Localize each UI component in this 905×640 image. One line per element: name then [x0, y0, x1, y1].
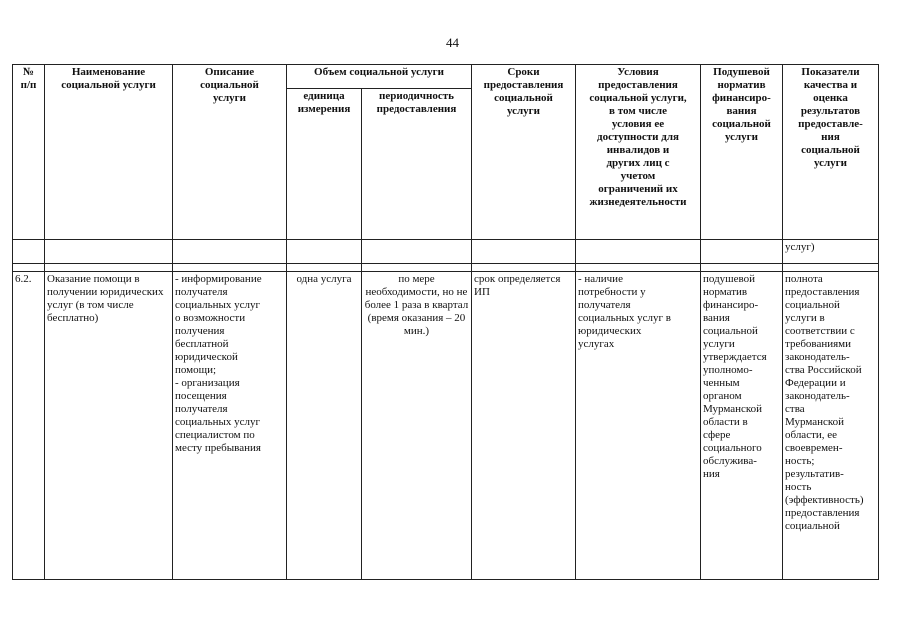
- header-conditions: Условия предоставления социальной услуги, в том числе условия ее доступности для инвалидов и других лиц с учетом ограничений их жизнедеятельности: [576, 65, 701, 240]
- header-volume: Объем социальной услуги: [287, 65, 472, 89]
- header-name: Наименование социальной услуги: [45, 65, 173, 240]
- continuation-indicators: услуг): [783, 240, 879, 264]
- spacer-row: [13, 264, 879, 272]
- header-terms: Сроки предоставления социальной услуги: [472, 65, 576, 240]
- header-indicators: Показатели качества и оценка результатов предоставле- ния социальной услуги: [783, 65, 879, 240]
- header-normative: Подушевой норматив финансиро- вания социальной услуги: [701, 65, 783, 240]
- table-row: [13, 272, 879, 580]
- header-description: Описание социальной услуги: [173, 65, 287, 240]
- row-description: - информирование получателя социальных услуг о возможности получения бесплатной юридической помощи; - организация посещения получателя социальных услуг специалистом по месту пребывания: [173, 272, 287, 580]
- row-periodicity: по мере необходимости, но не более 1 раза в квартал (время оказания – 20 мин.): [362, 272, 472, 580]
- page-number: 44: [446, 35, 459, 50]
- row-terms: срок определяется ИП: [472, 272, 576, 580]
- row-num: 6.2.: [13, 272, 45, 580]
- header-num: № п/п: [13, 65, 45, 240]
- header-periodicity: периодичность предоставления: [362, 89, 472, 240]
- row-normative: подушевой норматив финансиро- вания социальной услуги утверждается уполномо- ченным органом Мурманской области в сфере социального обслужива- ния: [701, 272, 783, 580]
- header-row-1: [13, 65, 879, 89]
- row-name: Оказание помощи в получении юридических услуг (в том числе бесплатно): [45, 272, 173, 580]
- social-services-table: [12, 64, 879, 580]
- row-conditions: - наличие потребности у получателя социальных услуг в юридических услугах: [576, 272, 701, 580]
- row-unit: одна услуга: [287, 272, 362, 580]
- continuation-row: [13, 240, 879, 264]
- header-unit: единица измерения: [287, 89, 362, 240]
- row-indicators: полнота предоставления социальной услуги в соответствии с требованиями законодатель- ства Российской Федерации и законодатель- ства Мурманской области, ее своевремен- ность; результатив- ность (эффективность) предоставления социальной: [783, 272, 879, 580]
